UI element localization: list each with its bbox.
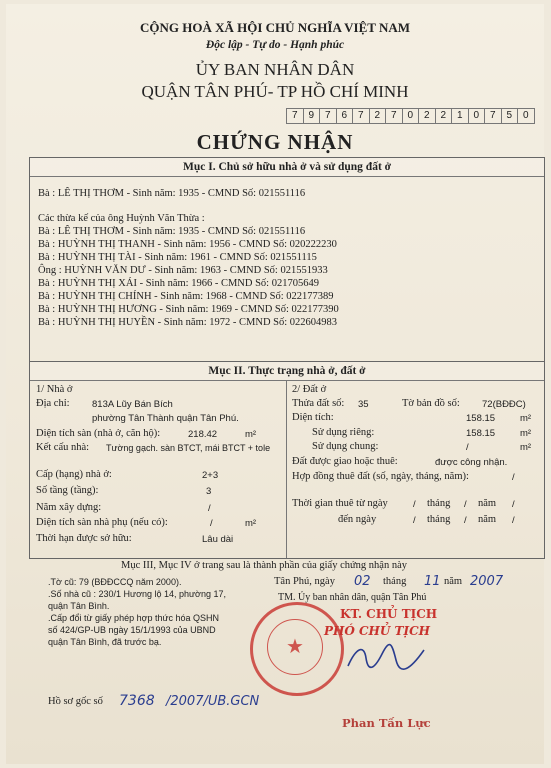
floor-area-value: 218.42 — [188, 429, 218, 440]
date-year-label: năm — [444, 576, 463, 587]
seal-star-icon: ★ — [286, 636, 304, 658]
floor-area-unit: m² — [245, 429, 257, 440]
section1-heading: Mục I. Chủ sở hữu nhà ở và sử dụng đất ở — [30, 158, 544, 177]
record-number: 7368 — [119, 693, 155, 709]
serial-digit: 0 — [518, 108, 535, 124]
heirs-intro: Các thừa kế của ông Huỳnh Văn Thừa : — [38, 213, 205, 224]
note-line: .Số nhà cũ : 230/1 Hương lộ 14, phường 17, — [48, 589, 226, 599]
grade-value: 2+3 — [202, 470, 219, 481]
serial-digit: 1 — [452, 108, 469, 124]
date-month-label: tháng — [383, 576, 407, 587]
lease-to-year: / — [512, 515, 515, 526]
heir-line: Bà : HUỲNH THỊ XÁI - Sinh năm: 1966 - CMND Số: 021705649 — [38, 278, 319, 289]
serial-digit: 7 — [286, 108, 304, 124]
land-area-unit: m² — [520, 413, 532, 424]
lease-to-day: / — [413, 515, 416, 526]
heir-line: Ông : HUỲNH VĂN DƯ - Sinh năm: 1963 - CMND Số: 021551933 — [38, 265, 328, 276]
serial-number — [286, 108, 535, 124]
note-line: .Cấp đổi từ giấy phép hợp thức hóa QSHN — [48, 613, 220, 623]
lease-from-month-label: tháng — [427, 498, 451, 509]
parcel-label: Thửa đất số: — [292, 398, 345, 409]
authority-heading: ỦY BAN NHÂN DÂN — [195, 60, 355, 79]
serial-digit: 7 — [485, 108, 502, 124]
lease-contract-label: Hợp đồng thuê đất (số, ngày, tháng, năm): — [292, 471, 469, 482]
address-value-2: phường Tân Thành quận Tân Phú. — [92, 413, 239, 424]
parcel-value: 35 — [358, 399, 369, 410]
lease-to-month-label: tháng — [427, 514, 451, 525]
lease-contract-value: / — [512, 472, 515, 483]
section2-heading: Mục II. Thực trạng nhà ở, đất ở — [30, 361, 544, 381]
serial-digit: 6 — [337, 108, 354, 124]
signature-icon — [344, 640, 444, 674]
owner-line: Bà : LÊ THỊ THƠM - Sinh năm: 1935 - CMND Số: 021551116 — [38, 188, 306, 199]
lease-from-day: / — [413, 499, 416, 510]
land-area-value: 158.15 — [466, 413, 496, 424]
serial-digit: 2 — [370, 108, 387, 124]
motto: Độc lập - Tự do - Hạnh phúc — [205, 39, 345, 51]
shared-use-unit: m² — [520, 442, 532, 453]
floors-label: Số tầng (tầng): — [36, 485, 99, 496]
lease-to-year-label: năm — [478, 514, 497, 525]
certificate-page — [6, 4, 544, 764]
year-built-label: Năm xây dựng: — [36, 502, 102, 513]
date-year: 2007 — [470, 574, 504, 589]
serial-digit: 7 — [320, 108, 337, 124]
land-allocation-value: được công nhận. — [435, 457, 508, 468]
land-allocation-label: Đất được giao hoặc thuê: — [292, 456, 398, 467]
record-label: Hồ sơ gốc số — [48, 696, 103, 707]
serial-digit: 5 — [502, 108, 519, 124]
house-label: 1/ Nhà ở — [36, 384, 73, 395]
lease-from-label: Thời gian thuê từ ngày — [292, 498, 388, 509]
lease-from-month: / — [464, 499, 467, 510]
heir-line: Bà : HUỲNH THỊ TÀI - Sinh năm: 1961 - CMND Số: 021551115 — [38, 252, 317, 263]
section-notice: Mục III, Mục IV ở trang sau là thành phần của giấy chứng nhận này — [121, 560, 408, 571]
annex-area-unit: m² — [245, 518, 257, 529]
heir-line: Bà : HUỲNH THỊ HƯƠNG - Sinh năm: 1969 - CMND Số: 022177390 — [38, 304, 339, 315]
column-divider — [286, 380, 287, 558]
note-line: số 424/GP-UB ngày 15/1/1993 của UBND — [48, 625, 216, 635]
grade-label: Cấp (hạng) nhà ở: — [36, 469, 112, 480]
date-month: 11 — [424, 574, 441, 589]
ownership-term-value: Lâu dài — [202, 534, 234, 545]
serial-digit: 9 — [304, 108, 321, 124]
heir-line: Bà : HUỲNH THỊ CHÍNH - Sinh năm: 1968 - CMND Số: 022177389 — [38, 291, 334, 302]
signer-subtitle: PHÓ CHỦ TỊCH — [324, 624, 430, 638]
private-use-unit: m² — [520, 428, 532, 439]
record-suffix: /2007/UB.GCN — [166, 694, 260, 709]
address-value: 813A Lũy Bán Bích — [92, 399, 173, 410]
serial-digit: 0 — [469, 108, 486, 124]
certificate-table — [29, 157, 545, 559]
note-line: quận Tân Bình. — [48, 601, 110, 611]
heir-line: Bà : HUỲNH THỊ HUYỀN - Sinh năm: 1972 - CMND Số: 022604983 — [38, 317, 338, 328]
map-sheet-value: 72(BĐĐC) — [482, 399, 526, 410]
note-line: .Tờ cũ: 79 (BĐĐCCQ năm 2000). — [48, 577, 182, 587]
signer-name: Phan Tấn Lực — [342, 716, 431, 730]
floor-area-label: Diện tích sàn (nhà ở, căn hộ): — [36, 428, 161, 439]
heir-line: Bà : LÊ THỊ THƠM - Sinh năm: 1935 - CMND Số: 021551116 — [38, 226, 306, 237]
district-heading: QUẬN TÂN PHÚ- TP HỒ CHÍ MINH — [141, 82, 409, 101]
date-day: 02 — [354, 574, 371, 589]
lease-to-month: / — [464, 515, 467, 526]
lease-from-year: / — [512, 499, 515, 510]
serial-digit: 0 — [403, 108, 420, 124]
shared-use-value: / — [466, 442, 469, 453]
floors-value: 3 — [206, 486, 212, 497]
signer-title: KT. CHỦ TỊCH — [340, 607, 438, 621]
land-label: 2/ Đất ở — [292, 384, 327, 395]
annex-area-value: / — [210, 518, 213, 529]
year-built-value: / — [208, 503, 211, 514]
lease-from-year-label: năm — [478, 498, 497, 509]
land-area-label: Diện tích: — [292, 412, 334, 423]
serial-digit: 2 — [436, 108, 453, 124]
private-use-value: 158.15 — [466, 428, 496, 439]
seal-inner-ring — [267, 619, 323, 675]
serial-digit: 7 — [386, 108, 403, 124]
private-use-label: Sử dụng riêng: — [312, 427, 375, 438]
nation-heading: CỘNG HOÀ XÃ HỘI CHỦ NGHĨA VIỆT NAM — [139, 20, 411, 35]
map-sheet-label: Tờ bản đồ số: — [402, 398, 460, 409]
note-line: quận Tân Bình, đã trước bạ. — [48, 637, 162, 647]
date-place-label: Tân Phú, ngày — [274, 576, 335, 587]
serial-digit: 2 — [419, 108, 436, 124]
official-seal — [250, 602, 344, 696]
structure-label: Kết cấu nhà: — [36, 442, 90, 453]
serial-digit: 7 — [353, 108, 370, 124]
annex-area-label: Diện tích sàn nhà phụ (nếu có): — [36, 517, 168, 528]
address-label: Địa chỉ: — [36, 398, 70, 409]
heir-line: Bà : HUỲNH THỊ THANH - Sinh năm: 1956 - CMND Số: 020222230 — [38, 239, 337, 250]
signer-org: TM. Ủy ban nhân dân, quận Tân Phú — [278, 592, 427, 603]
shared-use-label: Sử dụng chung: — [312, 441, 379, 452]
structure-value: Tường gạch. sàn BTCT, mái BTCT + tole — [106, 443, 271, 453]
lease-to-label: đến ngày — [338, 514, 377, 525]
document-title: CHỨNG NHẬN — [196, 130, 354, 154]
ownership-term-label: Thời hạn được sở hữu: — [36, 533, 132, 544]
